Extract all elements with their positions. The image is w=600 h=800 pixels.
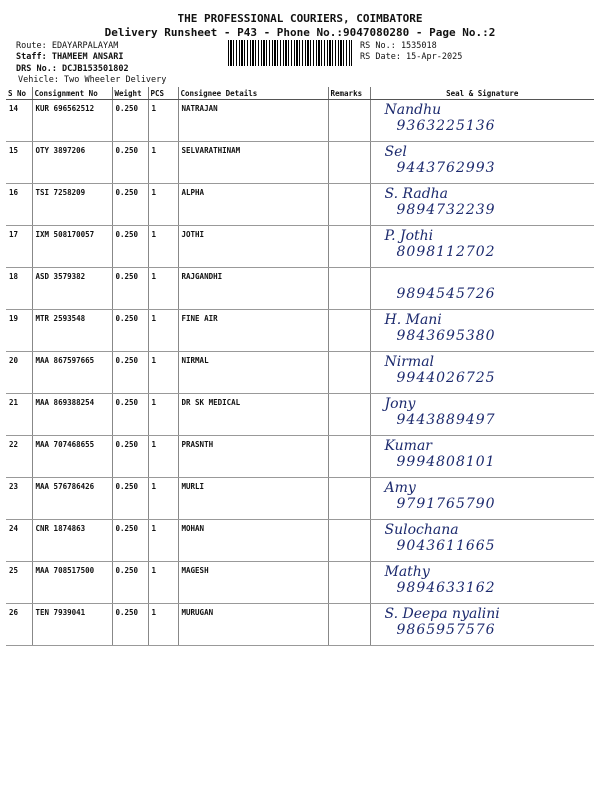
consignee-cell: MAGESH <box>178 562 328 604</box>
table-row <box>6 478 594 520</box>
consignee-cell: SELVARATHINAM <box>178 142 328 184</box>
sno-cell: 15 <box>6 142 32 184</box>
remarks-cell <box>328 352 370 394</box>
signature-phone: 9791765790 <box>396 496 496 512</box>
sno-cell: 17 <box>6 226 32 268</box>
weight-cell: 0.250 <box>112 478 148 520</box>
table-row <box>6 604 594 646</box>
remarks-cell <box>328 520 370 562</box>
consignment-cell: MAA 867597665 <box>32 352 112 394</box>
col-header-weight: Weight <box>112 87 148 100</box>
consignment-cell: CNR 1874863 <box>32 520 112 562</box>
sno-cell: 23 <box>6 478 32 520</box>
remarks-cell <box>328 562 370 604</box>
pcs-cell: 1 <box>148 100 178 142</box>
weight-cell: 0.250 <box>112 352 148 394</box>
company-title: THE PROFESSIONAL COURIERS, COIMBATORE <box>177 12 423 25</box>
remarks-cell <box>328 604 370 646</box>
table-row <box>6 394 594 436</box>
signature-cell <box>370 562 594 604</box>
sno-cell: 26 <box>6 604 32 646</box>
runsheet-table <box>6 87 594 646</box>
table-row <box>6 100 594 142</box>
consignment-cell: MAA 576786426 <box>32 478 112 520</box>
table-row <box>6 226 594 268</box>
pcs-cell: 1 <box>148 436 178 478</box>
col-header-consignee: Consignee Details <box>178 87 328 100</box>
pcs-cell: 1 <box>148 562 178 604</box>
remarks-cell <box>328 268 370 310</box>
table-row <box>6 310 594 352</box>
weight-cell: 0.250 <box>112 604 148 646</box>
signature: Sel <box>384 144 407 160</box>
signature-cell <box>370 184 594 226</box>
signature: Kumar <box>384 438 432 454</box>
rs-date: RS Date: 15-Apr-2025 <box>360 52 463 62</box>
signature: S. Radha <box>384 186 449 202</box>
signature-cell <box>370 604 594 646</box>
col-header-remarks: Remarks <box>328 87 370 100</box>
signature-phone: 9944026725 <box>396 370 496 386</box>
weight-cell: 0.250 <box>112 226 148 268</box>
signature: Sulochana <box>384 522 459 538</box>
table-row <box>6 352 594 394</box>
sno-cell: 20 <box>6 352 32 394</box>
pcs-cell: 1 <box>148 226 178 268</box>
weight-cell: 0.250 <box>112 520 148 562</box>
remarks-cell <box>328 436 370 478</box>
sno-cell: 16 <box>6 184 32 226</box>
remarks-cell <box>328 226 370 268</box>
consignee-cell: PRASNTH <box>178 436 328 478</box>
sno-cell: 18 <box>6 268 32 310</box>
consignment-cell: MAA 707468655 <box>32 436 112 478</box>
signature-phone: 9865957576 <box>396 622 496 638</box>
consignee-cell: ALPHA <box>178 184 328 226</box>
consignment-cell: MAA 708517500 <box>32 562 112 604</box>
signature-phone: 9443889497 <box>396 412 496 428</box>
signature-cell <box>370 142 594 184</box>
signature-phone: 9994808101 <box>396 454 496 470</box>
signature-phone: 9894633162 <box>396 580 496 596</box>
sno-cell: 22 <box>6 436 32 478</box>
rs-number: RS No.: 1535018 <box>360 41 437 51</box>
remarks-cell <box>328 394 370 436</box>
signature-phone: 9043611665 <box>396 538 496 554</box>
pcs-cell: 1 <box>148 268 178 310</box>
signature-cell <box>370 100 594 142</box>
signature-cell <box>370 226 594 268</box>
signature-cell <box>370 520 594 562</box>
consignee-cell: NIRMAL <box>178 352 328 394</box>
consignee-cell: FINE AIR <box>178 310 328 352</box>
table-header-row <box>6 87 594 100</box>
signature-phone: 9894732239 <box>396 202 496 218</box>
sno-cell: 25 <box>6 562 32 604</box>
col-header-signature: Seal & Signature <box>370 87 594 100</box>
consignment-cell: TEN 7939041 <box>32 604 112 646</box>
consignment-cell: IXM 508170057 <box>32 226 112 268</box>
consignee-cell: MOHAN <box>178 520 328 562</box>
signature: Nirmal <box>384 354 435 370</box>
signature: P. Jothi <box>384 228 434 244</box>
weight-cell: 0.250 <box>112 562 148 604</box>
signature-cell <box>370 310 594 352</box>
pcs-cell: 1 <box>148 184 178 226</box>
weight-cell: 0.250 <box>112 100 148 142</box>
remarks-cell <box>328 100 370 142</box>
consignee-cell: MURLI <box>178 478 328 520</box>
signature-cell <box>370 394 594 436</box>
barcode-image <box>228 40 352 66</box>
consignment-cell: OTY 3897206 <box>32 142 112 184</box>
drs-text: DRS No.: DCJB153501802 <box>16 64 129 74</box>
signature: Nandhu <box>384 102 442 118</box>
weight-cell: 0.250 <box>112 310 148 352</box>
pcs-cell: 1 <box>148 310 178 352</box>
pcs-cell: 1 <box>148 604 178 646</box>
table-row <box>6 142 594 184</box>
consignment-cell: ASD 3579382 <box>32 268 112 310</box>
table-row <box>6 268 594 310</box>
signature: H. Mani <box>384 312 442 328</box>
table-row <box>6 520 594 562</box>
remarks-cell <box>328 184 370 226</box>
consignee-cell: NATRAJAN <box>178 100 328 142</box>
consignment-cell: MAA 869388254 <box>32 394 112 436</box>
signature: Amy <box>384 480 416 496</box>
signature: Jony <box>384 396 416 412</box>
signature: Mathy <box>384 564 430 580</box>
route-text: Route: EDAYARPALAYAM <box>16 41 119 51</box>
col-header-consignment: Consignment No <box>32 87 112 100</box>
sno-cell: 24 <box>6 520 32 562</box>
weight-cell: 0.250 <box>112 268 148 310</box>
weight-cell: 0.250 <box>112 142 148 184</box>
signature-phone: 8098112702 <box>396 244 496 260</box>
col-header-sno: S No <box>6 87 32 100</box>
consignment-cell: TSI 7258209 <box>32 184 112 226</box>
consignment-cell: KUR 696562512 <box>32 100 112 142</box>
staff-text: Staff: THAMEEM ANSARI <box>16 52 124 62</box>
col-header-pcs: PCS <box>148 87 178 100</box>
remarks-cell <box>328 142 370 184</box>
signature-phone: 9843695380 <box>396 328 496 344</box>
consignee-cell: JOTHI <box>178 226 328 268</box>
signature-phone: 9363225136 <box>396 118 496 134</box>
pcs-cell: 1 <box>148 142 178 184</box>
table-row <box>6 562 594 604</box>
weight-cell: 0.250 <box>112 184 148 226</box>
remarks-cell <box>328 478 370 520</box>
weight-cell: 0.250 <box>112 436 148 478</box>
runsheet-subtitle: Delivery Runsheet - P43 - Phone No.:9047080280 - Page No.:2 <box>104 26 496 39</box>
remarks-cell <box>328 310 370 352</box>
consignee-cell: DR SK MEDICAL <box>178 394 328 436</box>
sno-cell: 19 <box>6 310 32 352</box>
consignee-cell: MURUGAN <box>178 604 328 646</box>
signature-phone: 9894545726 <box>396 286 496 302</box>
signature-cell <box>370 478 594 520</box>
sno-cell: 21 <box>6 394 32 436</box>
table-row <box>6 184 594 226</box>
signature: S. Deepa nyalini <box>384 606 500 622</box>
signature-phone: 9443762993 <box>396 160 496 176</box>
pcs-cell: 1 <box>148 352 178 394</box>
table-row <box>6 436 594 478</box>
vehicle-text: Vehicle: Two Wheeler Delivery <box>18 75 167 85</box>
consignment-cell: MTR 2593548 <box>32 310 112 352</box>
consignee-cell: RAJGANDHI <box>178 268 328 310</box>
pcs-cell: 1 <box>148 478 178 520</box>
sno-cell: 14 <box>6 100 32 142</box>
signature-cell <box>370 268 594 310</box>
signature-cell <box>370 436 594 478</box>
pcs-cell: 1 <box>148 520 178 562</box>
weight-cell: 0.250 <box>112 394 148 436</box>
pcs-cell: 1 <box>148 394 178 436</box>
signature-cell <box>370 352 594 394</box>
